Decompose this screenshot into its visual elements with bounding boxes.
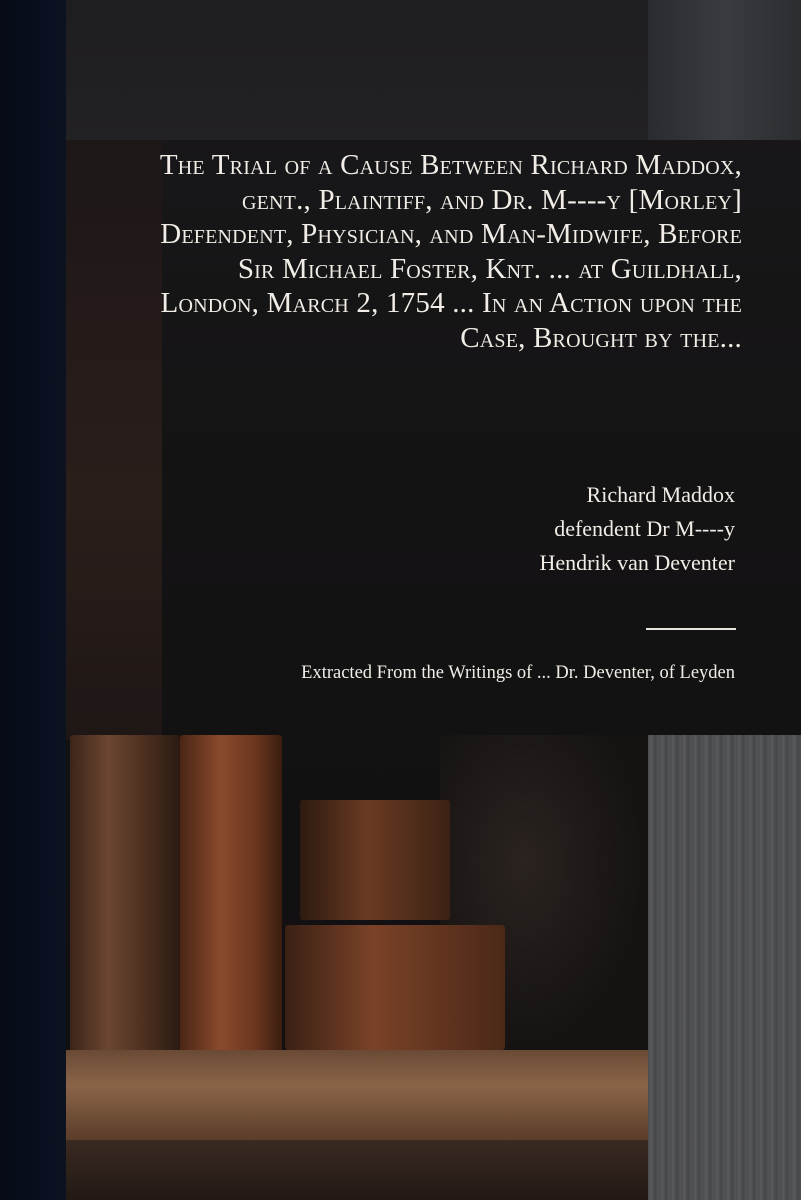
old-book-image bbox=[70, 735, 180, 1065]
book-title: The Trial of a Cause Between Richard Maddox, gent., Plaintiff, and Dr. M----y [Morley] Defendent, Physician, and Man-Midwife, Before Sir Michael Foster, Knt. ... at Guildhall, London, March 2, 1754 ... In an Action upon the Case, Brought by the... bbox=[159, 149, 742, 354]
cover-spine bbox=[0, 0, 66, 1200]
author-name: defendent Dr M----y bbox=[554, 516, 735, 541]
author-list bbox=[540, 478, 735, 580]
book-subtitle: Extracted From the Writings of ... Dr. Deventer, of Leyden bbox=[301, 663, 735, 683]
background-shelf-board bbox=[66, 1050, 648, 1140]
background-left-strip bbox=[66, 140, 162, 740]
divider-rule bbox=[646, 628, 736, 630]
author-name: Richard Maddox bbox=[586, 482, 735, 507]
background-wood-panel bbox=[648, 735, 801, 1200]
author-name: Hendrik van Deventer bbox=[539, 550, 735, 575]
background-bottom bbox=[66, 1140, 648, 1200]
old-book-image bbox=[300, 800, 450, 920]
old-book-image bbox=[285, 925, 505, 1050]
old-book-image bbox=[180, 735, 282, 1055]
background-panel-right bbox=[648, 0, 801, 140]
